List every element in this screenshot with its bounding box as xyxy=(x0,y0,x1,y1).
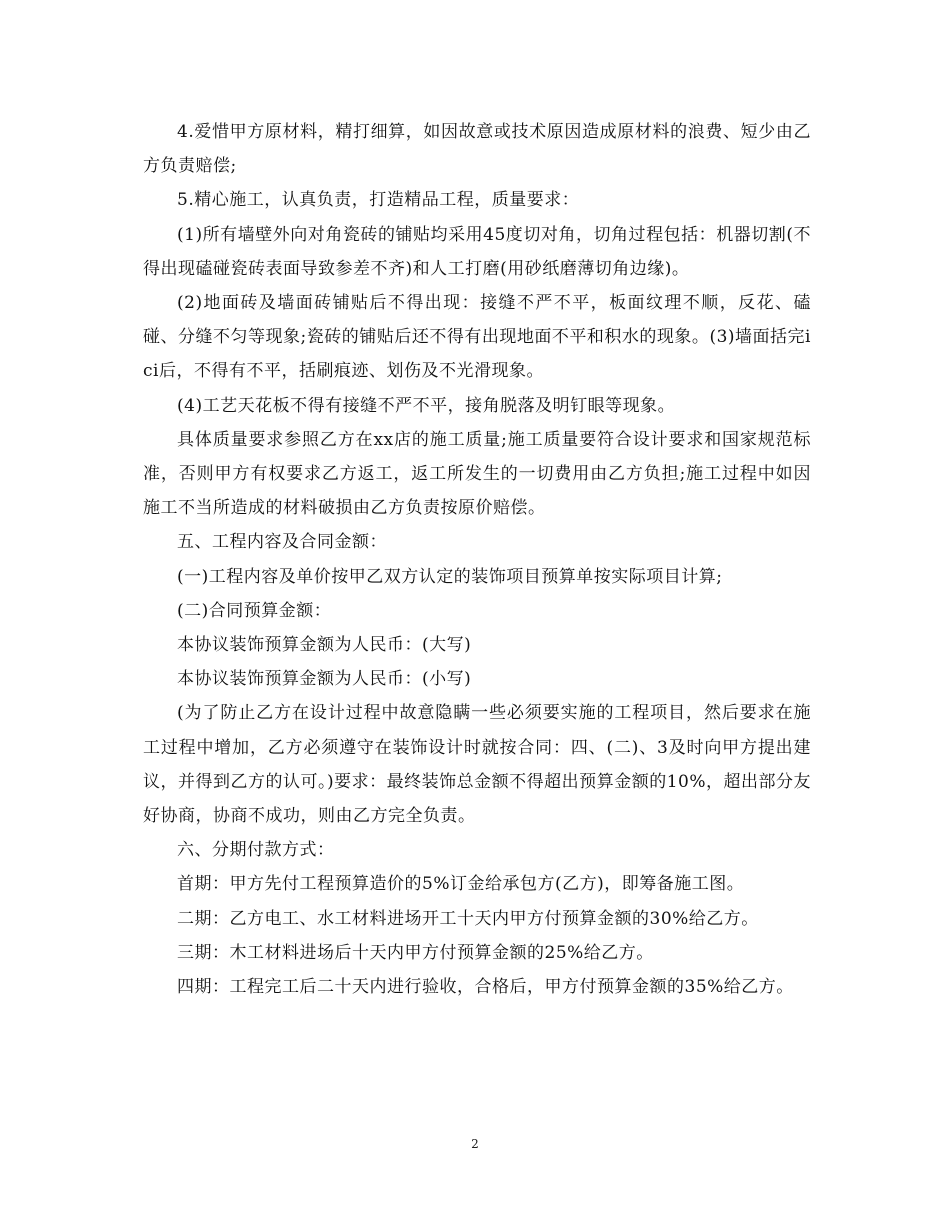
paragraph-1: 4.爱惜甲方原材料，精打细算，如因故意或技术原因造成原材料的浪费、短少由乙方负责赔偿; xyxy=(143,122,811,177)
paragraph-4: (2)地面砖及墙面砖铺贴后不得出现：接缝不严不平，板面纹理不顺，反花、磕碰、分缝不匀等现象;瓷砖的铺贴后还不得有出现地面不平和积水的现象。(3)墙面括完ici后，不得有不平，括刷痕迹、划伤及不光滑现象。 xyxy=(143,293,811,382)
paragraph-8: (二)合同预算金额： xyxy=(177,600,332,621)
paragraph-9: (为了防止乙方在设计过程中故意隐瞒一些必须要实施的工程项目，然后要求在施工过程中增加，乙方必须遵守在装饰设计时就按合同：四、(二)、3及时向甲方提出建议，并得到乙方的认可。)要求：最终装饰总金额不得超出预算金额的10%，超出部分友好协商，协商不成功，则由乙方完全负责。 xyxy=(143,703,811,827)
paragraph-3: (1)所有墙壁外向对角瓷砖的铺贴均采用45度切对角，切角过程包括：机器切割(不得出现磕碰瓷砖表面导致参差不齐)和人工打磨(用砂纸磨薄切角边缘)。 xyxy=(143,224,811,279)
payment-phase-4: 四期：工程完工后二十天内进行验收，合格后，甲方付预算金额的35%给乙方。 xyxy=(177,977,794,998)
payment-phase-3: 三期：木工材料进场后十天内甲方付预算金额的25%给乙方。 xyxy=(177,942,654,963)
paragraph-6: 具体质量要求参照乙方在xx店的施工质量;施工质量要符合设计要求和国家规范标准，否则甲方有权要求乙方返工，返工所发生的一切费用由乙方负担;施工过程中如因施工不当所造成的材料破损由乙方负责按原价赔偿。 xyxy=(143,429,811,519)
paragraph-7: (一)工程内容及单价按甲乙双方认定的装饰项目预算单按实际项目计算; xyxy=(177,566,723,587)
paragraph-2: 5.精心施工，认真负责，打造精品工程，质量要求： xyxy=(177,190,580,211)
payment-phase-2: 二期：乙方电工、水工材料进场开工十天内甲方付预算金额的30%给乙方。 xyxy=(177,908,759,929)
amount-lowercase-line: 本协议装饰预算金额为人民币：(小写) xyxy=(177,669,472,690)
page-number: 2 xyxy=(471,1137,479,1151)
amount-uppercase-line: 本协议装饰预算金额为人民币：(大写) xyxy=(177,635,472,656)
section-heading-6: 六、分期付款方式： xyxy=(177,840,335,861)
document-body xyxy=(143,115,811,1004)
payment-phase-1: 首期：甲方先付工程预算造价的5%订金给承包方(乙方)，即筹备施工图。 xyxy=(177,874,745,895)
section-heading-5: 五、工程内容及合同金额： xyxy=(177,532,387,553)
paragraph-5: (4)工艺天花板不得有接缝不严不平，接角脱落及明钉眼等现象。 xyxy=(177,395,676,416)
